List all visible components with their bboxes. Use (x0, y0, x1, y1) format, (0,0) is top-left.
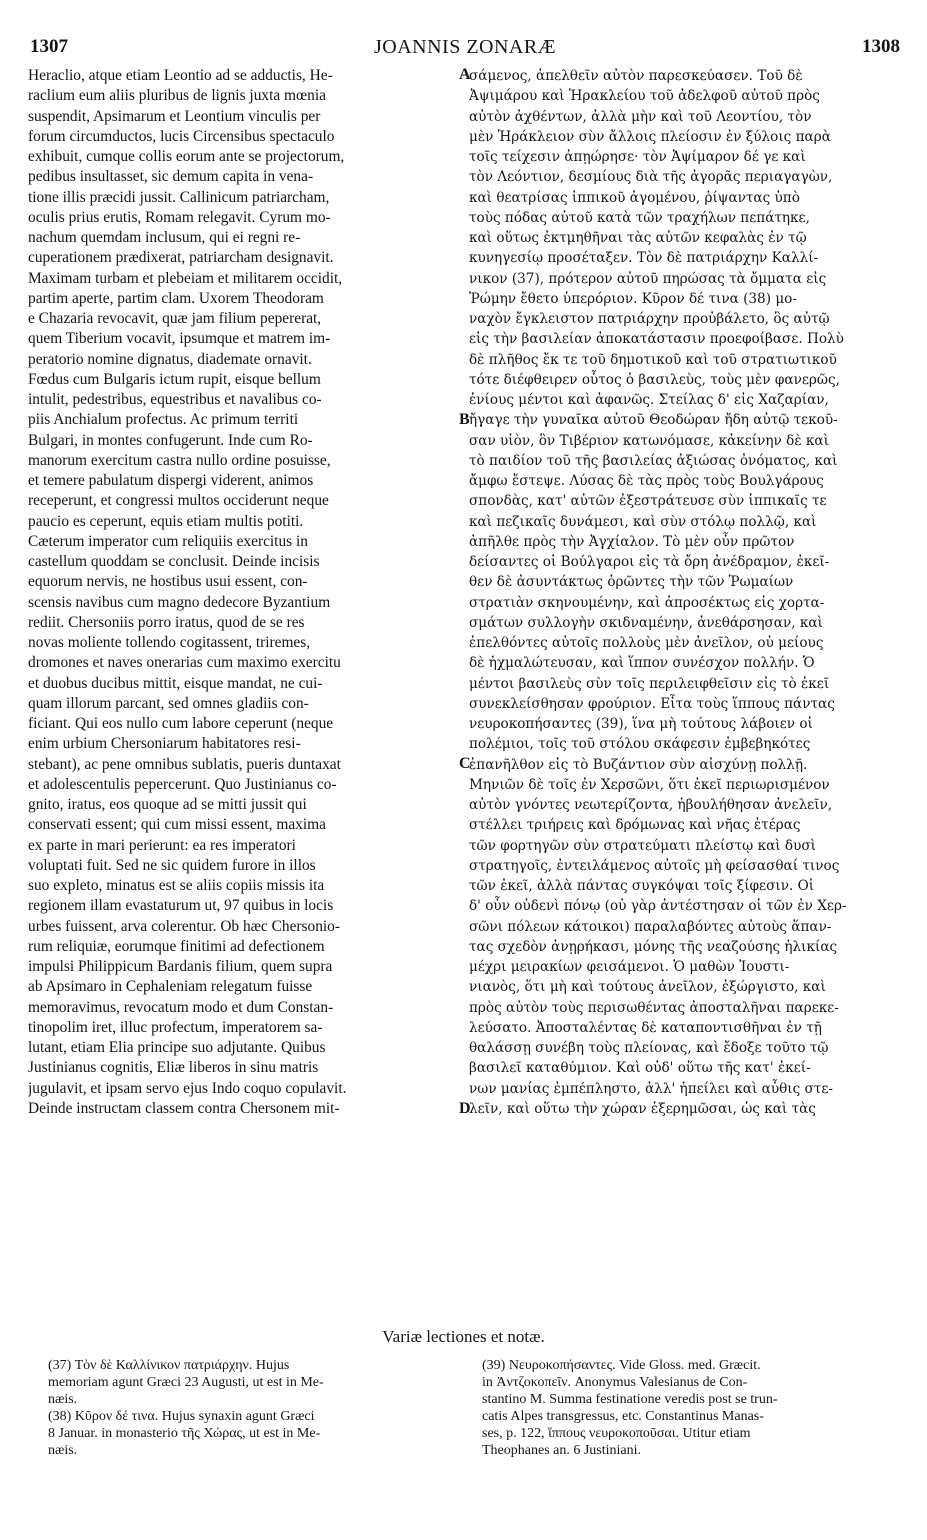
latin-text-line: receperunt, et congressi multos occiderunt neque (28, 492, 329, 510)
latin-text-line: memoravimus, revocatum modo et dum Constan- (28, 998, 334, 1016)
running-title: JOANNIS ZONARÆ (373, 36, 556, 58)
margin-marker-d: D (459, 1100, 471, 1117)
margin-marker-c: C (459, 755, 471, 772)
greek-text-line: στρατιὰν σκηνουμένην, καὶ ἀπροσέκτως εἰς χορτα- (469, 594, 825, 611)
greek-text-line: ἐπανῆλθον εἰς τὸ Βυζάντιον σὺν αἰσχύνῃ πολλῇ. (469, 756, 808, 773)
latin-text-line: dromones et naves onerarias cum maximo exercitu (28, 654, 341, 672)
greek-text-line: εἰς τὴν βασιλείαν ἀποκατάστασιν προεφοίβασε. Πολὺ (469, 331, 844, 348)
greek-text-line: μέντοι βασιλεὺς σὺν τοῖς περιλειφθεῖσιν εἰς τὸ ἐκεῖ (469, 675, 830, 692)
note-line: næis. (48, 1392, 78, 1407)
note-line: in Ἀντζοκοπεῖν. Anonymus Valesianus de Con- (482, 1375, 748, 1390)
latin-text-line: cuperationem prædixerat, patriarcham designavit. (28, 249, 334, 267)
greek-text-line: αὐτὸν γνόντες νεωτερίζοντα, ἠβουλήθησαν ἀνελεῖν, (469, 797, 833, 813)
latin-text-line: intulit, pedestribus, equestribus et navalibus co- (28, 391, 322, 408)
greek-text-line: ναχὸν ἔγκλειστον πατριάρχην προὐβάλετο, ὃς αὐτῷ (469, 311, 830, 327)
latin-text-line: Heraclio, atque etiam Leontio ad se adductis, He- (28, 67, 333, 84)
greek-text-line: σάμενος, ἀπελθεῖν αὐτὸν παρεσκεύασεν. Τοῦ δὲ (469, 68, 803, 84)
latin-text-line: suspendit, Apsimarum et Leontium vinculis per (28, 107, 321, 125)
latin-text-line: rum reliquiæ, eorumque finitimi ad defectionem (28, 937, 325, 955)
note-line: 8 Januar. in monasterio τῆς Χώρας, ut est in Me- (48, 1426, 321, 1441)
greek-text-line: μέχρι μειρακίων φεισάμενοι. Ὁ μαθὼν Ἰουστι- (469, 959, 790, 975)
greek-text-line: μὲν Ἡράκλειον σὺν ἄλλοις πλείοσιν ἐν ξύλοις παρὰ (469, 128, 831, 145)
greek-text-line: καὶ οὕτως ἐκτμηθῆναι τὰς αὐτῶν κεφαλὰς ἐν τῷ (469, 230, 807, 246)
note-line: memoriam agunt Græci 23 Augusti, ut est in Me- (48, 1375, 324, 1390)
greek-text-line: λεύσατο. Ἀποσταλέντας δὲ καταποντισθῆναι ἐν τῇ (469, 1019, 822, 1036)
latin-text-line: jugulavit, et ipsam servo ejus Indo coquo copulavit. (28, 1079, 347, 1097)
left-page-number: 1307 (30, 36, 68, 57)
latin-text-line: gnito, iratus, eos quoque ad se mitti jussit qui (28, 796, 307, 813)
latin-text-line: et duobus ducibus mittit, eisque mandat, ne cui- (28, 674, 323, 692)
greek-text-line: δὲ ἠχμαλώτευσαν, καὶ ἵππον συνέσχον πολλήν. Ὁ (469, 655, 815, 672)
latin-column (28, 66, 456, 1119)
greek-text-line: πρὸς αὐτὸν τοὺς περισωθέντας ἀποσταλῆναι παρεκε- (469, 999, 839, 1016)
greek-text-line: καὶ θεατρίσας ἱππικοῦ ἀγομένου, ῥίψαντας ὑπὸ (469, 189, 800, 206)
greek-text-line: λεῖν, καὶ οὕτω τὴν χώραν ἐξερημῶσαι, ὡς καὶ τὰς (469, 1100, 816, 1117)
greek-text-line: τοὺς πόδας αὐτοῦ κατὰ τῶν τραχήλων πεπάτηκε, (469, 209, 810, 226)
latin-text-line: forum circumductos, lucis Circensibus spectaculo (28, 127, 335, 145)
greek-text-line: τῶν ἐκεῖ, ἀλλὰ πάντας συγκόψαι τοῖς ξίφεσιν. Οἱ (469, 878, 815, 894)
greek-text-line: Μηνιῶν δὲ τοῖς ἐν Χερσῶνι, ὅτι ἐκεῖ περιωρισμένον (469, 776, 830, 793)
margin-marker-b: B (459, 411, 470, 428)
latin-text-line: enim urbium Chersoniarum habitatores resi- (28, 735, 301, 753)
greek-text-line: σαν υἱὸν, ὃν Τιβέριον κατωνόμασε, κἀκείνην δὲ καὶ (469, 432, 829, 449)
latin-text-line: regionem illam evastaturum ut, 97 quibus in locis (28, 897, 334, 915)
greek-text-line: ἤγαγε τὴν γυναῖκα αὐτοῦ Θεοδώραν ἤδη αὐτῷ τεκοῦ- (469, 412, 838, 429)
greek-text-line: στρατηγοῖς, ἐντειλάμενος αὐτοῖς μὴ φείσασθαί τινος (469, 857, 840, 874)
greek-text-line: Ἀψιμάρου καὶ Ἡρακλείου τοῦ ἀδελφοῦ αὐτοῦ πρὸς (469, 88, 820, 105)
latin-text-line: et temere pabulatum dispergi viderent, animos (28, 472, 314, 489)
greek-text-line: νευροκοπήσαντες (39), ἵνα μὴ τούτους λάβοιεν οἱ (469, 716, 813, 732)
latin-text-line: impulsi Philippicum Bardanis filium, quem supra (28, 958, 333, 975)
latin-text-line: tinopolim iret, illuc profectum, imperatorem sa- (28, 1018, 323, 1036)
greek-text-line: νικον (37), πρότερον αὐτοῦ πηρώσας τὰ ὄμματα εἰς (469, 270, 827, 287)
latin-text-line: equorum nervis, ne hostibus usui essent, con- (28, 573, 308, 591)
latin-text-line: Justinianus cognitis, Eliæ liberos in sinu matris (28, 1059, 319, 1077)
greek-text-line: νων μανίας ἐμπέπληστο, ἀλλ' ἠπείλει καὶ αὖθις στε- (469, 1080, 833, 1097)
latin-text-line: ficiant. Qui eos nullo cum labore ceperunt (neque (28, 715, 334, 732)
latin-text-line: castellum quoddam se conclusit. Deinde incisis (28, 553, 320, 570)
latin-text-line: nachum quemdam inclusum, qui ei regni re- (28, 229, 301, 246)
greek-text-line: Ῥώμην ἔθετο ὑπερόριον. Κῦρον δέ τινα (38) μο- (469, 290, 797, 307)
latin-text-line: Cæterum imperator cum reliquiis exercitus in (28, 532, 308, 550)
latin-text-line: conservati essent; qui cum missi essent, maxima (28, 816, 326, 834)
margin-marker-a: A (459, 66, 471, 83)
latin-text-line: novas moliente tollendo cogitassent, triremes, (28, 634, 311, 651)
greek-text-line: βασιλεῖ καταθύμιον. Καὶ οὐδ' οὕτω τῆς κατ' ἐκεί- (469, 1060, 811, 1077)
note-line: (39) Νευροκοπήσαντες. Vide Gloss. med. Græcit. (482, 1358, 761, 1373)
greek-text-line: δὲ πλῆθος ἔκ τε τοῦ δημοτικοῦ καὶ τοῦ στρατιωτικοῦ (469, 351, 837, 368)
latin-text-line: exhibuit, cumque collis eorum ante se projectorum, (28, 148, 345, 165)
latin-text-line: Fœdus cum Bulgaris ictum rupit, eisque bellum (28, 370, 321, 388)
greek-text-line: δείσαντες οἱ Βούλγαροι εἰς τὰ ὄρη ἀνέδραμον, ἐκεῖ- (469, 554, 830, 570)
latin-text-line: urbes fuissent, arva colerentur. Ob hæc Chersonio- (28, 917, 341, 935)
greek-text-line: σῶνι πόλεων κάτοικοι) παραλαβόντες αὐτοὺς ἅπαν- (469, 918, 832, 935)
note-line: stantino M. Summa festinatione veredis post se trun- (482, 1392, 778, 1407)
latin-text-line: rediit. Chersoniis porro iratus, quod de se res (28, 613, 305, 631)
latin-text-line: ex parte in mari perierunt: ea res imperatori (28, 836, 296, 854)
greek-text-line: ἐνίους μέντοι καὶ ἀφανῶς. Στείλας δ' εἰς Χαζαρίαν, (469, 392, 829, 408)
note-line: (37) Τὸν δὲ Καλλίνικον πατριάρχην. Hujus (48, 1358, 290, 1373)
latin-text-line: ab Apsimaro in Cephaleniam relegatum fuisse (28, 978, 313, 996)
latin-text-line: et adolescentulis pepercerunt. Quo Justinianus co- (28, 775, 337, 793)
latin-text-line: partim aperte, partim clam. Uxorem Theodoram (28, 289, 324, 307)
greek-text-line: τοῖς τείχεσιν ἀπῃώρησε· τὸν Ἀψίμαρον δέ γε καὶ (469, 149, 806, 165)
greek-text-line: αὐτὸν ἀχθέντων, ἀλλὰ μὴν καὶ τοῦ Λεοντίου, τὸν (469, 108, 812, 125)
greek-text-line: τότε διέφθειρεν οὗτος ὁ βασιλεὺς, τοὺς μὲν φανερῶς, (469, 371, 840, 388)
greek-text-line: καὶ πεζικαῖς δυνάμεσι, καὶ σὺν στόλῳ πολλῷ, καὶ (469, 513, 817, 530)
latin-text-line: piis Anchialum profectus. Ac primum territi (28, 411, 299, 429)
notes-left-column (48, 1357, 448, 1459)
greek-text-line: θαλάσσῃ συνέβη τοὺς πλείονας, καὶ ἔδοξε τοῦτο τῷ (469, 1040, 829, 1056)
latin-text-line: quem Tiberium vocavit, ipsumque et matrem im- (28, 330, 331, 348)
greek-text-line: ἐπελθόντες αὐτοῖς πολλοὺς μὲν ἀνεῖλον, οὐ μείους (469, 635, 824, 651)
latin-text-line: voluptati fuit. Sed ne sic quidem furore in illos (28, 856, 316, 874)
latin-text-line: pedibus insultasset, sic demum capita in vena- (28, 168, 314, 186)
latin-text-line: Maximam turbam et plebeiam et militarem occidit, (28, 269, 343, 287)
latin-text-line: lutant, etiam Elia principe suo adjutante. Quibus (28, 1039, 326, 1056)
latin-text-line: raclium eum aliis pluribus de lignis juxta mœnia (28, 87, 326, 105)
greek-column (469, 66, 905, 1119)
greek-text-line: κυνηγεσίῳ προσέταξεν. Τὸν δὲ πατριάρχην Καλλί- (469, 250, 819, 267)
greek-text-line: θεν δὲ ἀσυντάκτως ὁρῶντες τὴν τῶν Ῥωμαίων (469, 574, 794, 591)
notes-heading: Variæ lectiones et notæ. (382, 1327, 545, 1346)
latin-text-line: stebant), ac pene omnibus sublatis, pueris duntaxat (28, 755, 341, 773)
latin-text-line: scensis navibus cum magno dedecore Byzantium (28, 593, 331, 611)
note-line: Theophanes an. 6 Justiniani. (482, 1443, 642, 1458)
latin-text-line: manorum exercitum castra nullo ordine posuisse, (28, 451, 331, 469)
note-line: catis Alpes transgressus, etc. Constantinus Manas- (482, 1409, 764, 1424)
latin-text-line: tione illis præcidi jussit. Callinicum patriarcham, (28, 188, 330, 206)
right-page-number: 1308 (862, 36, 900, 57)
latin-text-line: oculis prius erutis, Romam relegavit. Cyrum mo- (28, 208, 331, 226)
latin-text-line: Deinde instructam classem contra Chersonem mit- (28, 1099, 340, 1117)
greek-text-line: τας σχεδὸν ἀνῃρήκασι, μόνης τῆς νεαζούσης ἡλικίας (469, 938, 838, 955)
notes-right-column (482, 1357, 902, 1459)
note-line: næis. (48, 1443, 78, 1458)
greek-text-line: πολέμιοι, τοῖς τοῦ στόλου σκάφεσιν ἐμβεβηκότες (469, 736, 811, 753)
greek-text-line: ἀπῆλθε πρὸς τὴν Ἀγχίαλον. Τὸ μὲν οὖν πρῶτον (469, 533, 795, 550)
note-line: (38) Κῦρον δέ τινα. Hujus synaxin agunt Græci (48, 1409, 315, 1424)
greek-text-line: ἄμφω ἔστεψε. Λύσας δὲ τὰς πρὸς τοὺς Βουλγάρους (469, 473, 824, 489)
greek-text-line: τὸν Λεόντιον, δεσμίους διὰ τῆς ἀγορᾶς περιαγαγὼν, (469, 169, 833, 186)
greek-text-line: σμάτων συλλογὴν σκιδναμένην, ἀνεθάρσησαν, καὶ (469, 614, 823, 631)
latin-text-line: Bulgari, in montes confugerunt. Inde cum Ro- (28, 431, 313, 449)
latin-text-line: paucio es ceperunt, equis etiam multis potiti. (28, 512, 304, 530)
running-header (30, 36, 900, 62)
greek-text-line: συνεκλείσθησαν φρούριον. Εἶτα τοὺς ἵππους πάντας (469, 695, 835, 712)
latin-text-line: peratorio nomine dignatus, diademate ornavit. (28, 350, 312, 368)
latin-text-line: quam illorum parcant, sed omnes gladiis con- (28, 694, 309, 712)
latin-text-line: e Chazaria revocavit, quæ jam filium pepererat, (28, 310, 322, 327)
latin-text-line: suo expleto, minatus est se aliis copiis missis ita (28, 877, 325, 894)
greek-text-line: στέλλει τριήρεις καὶ δρόμωνας καὶ νῆας ἑτέρας (469, 817, 801, 834)
greek-text-line: σπονδὰς, κατ' αὐτῶν ἐξεστράτευσε σὺν ἱππικαῖς τε (469, 493, 827, 510)
greek-text-line: νιανὸς, ὅτι μὴ καὶ τούτους ἀνεῖλον, ἐξώργιστο, καὶ (469, 979, 826, 996)
greek-text-line: τῶν φορτηγῶν σὺν στρατεύματι πλείστῳ καὶ δυσὶ (469, 837, 816, 854)
note-line: ses, p. 122, ἵππους νευροκοποῦσαι. Utitur etiam (482, 1426, 751, 1441)
greek-text-line: τὸ παιδίον τοῦ τῆς βασιλείας ἀξιώσας ὀνόματος, καὶ (469, 452, 838, 469)
greek-text-line: δ' οὖν οὐδενὶ πόνῳ (οὐ γὰρ ἀντέστησαν οἱ τῶν ἐν Χερ- (469, 898, 847, 915)
